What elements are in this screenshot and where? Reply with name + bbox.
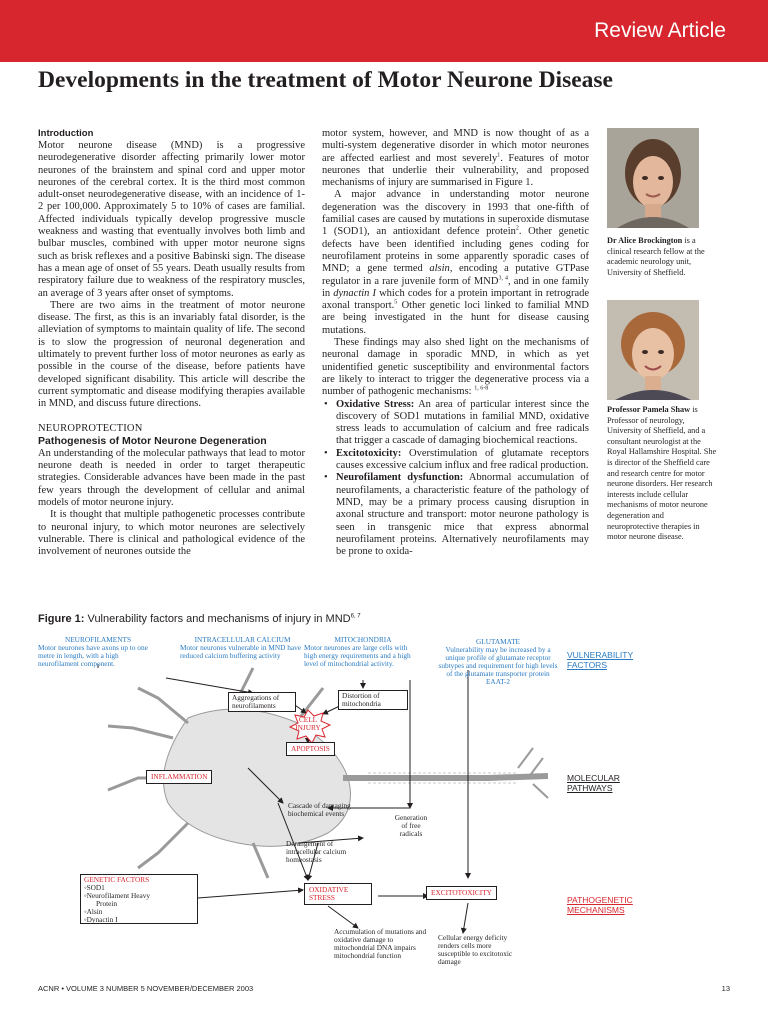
label-pathogenetic-mechanisms: PATHOGENETIC MECHANISMS [567,895,633,915]
factor-intracellular-calcium: INTRACELLULAR CALCIUM Motor neurones vulnerable in MND have reduced calcium buffering activity [180,635,301,660]
col2-paragraph-2: A major advance in understanding motor neurone degeneration was the discovery in 1993 that one-fifth of familial cases are caused by mutations in superoxide dismutase 1 (SOD1), an antioxidant defence protein$^2$. Other genetic defects have been identified including genes coding for neurofilament proteins in some apparently sporadic cases of MND; a gene termed alsin, encoding a putative GTPase regulator in a rare juvenile form of MND$^{3, 4}$, and in one family in dynactin I which codes for a protein important in retrograde axonal transport.$^5$ Other genetic loci linked to familial MND are being investigated in the hunt for disease causing mutations. [322,189,590,336]
pathogenesis-paragraph-1: An understanding of the molecular pathways that lead to motor neurone death is needed in order to target therapeutic strategies. Considerable advances have been made in the past few years through the development of cellular and animal models of motor neurone injury. [38,447,305,509]
col2-paragraph-3: These findings may also shed light on the mechanisms of neuronal damage in sporadic MND, in which as yet unidentified genetic susceptibility and environmental factors are likely to interact to trigger the degenerative process via a number of pathogenic mechanisms: $^{1, 6-8}$ [322,337,589,398]
section-banner [0,0,768,62]
box-oxidative-stress: OXIDATIVE STRESS [304,883,372,905]
factor-neurofilaments: NEUROFILAMENTS Motor neurones have axons up to one metre in length, with a high neurofilament component. [38,635,148,668]
author-caption-brockington: Dr Alice Brockington is a clinical research fellow at the academic neurology unit, University of Sheffield. [607,236,705,277]
article-title: Developments in the treatment of Motor Neurone Disease [38,67,613,93]
figure-graphics [38,628,732,978]
cell-injury-label: CELL INJURY [295,715,321,732]
author-caption-shaw: Professor Pamela Shaw is Professor of neurology, University of Sheffield, and a consultant neurologist at the Royal Hallamshire Hospital. She is director of the Sheffield care and research centre for motor neurone disorders. Her research interests include cellular mechanisms of motor neurone degeneration and neuroprotective therapies in motor neurone disease. [607,405,717,542]
pathogenesis-paragraph-2: It is thought that multiple pathogenetic processes contribute to neuronal injury, to which motor neurones are selectively vulnerable. There is clinical and pathological evidence of the involvement of neurones outside the [38,509,305,558]
col2-paragraph-1: motor system, however, and MND is now thought of as a multi-system degenerative disorder in which motor neurones are affected earliest and most severely$^1$. Features of motor neurones that underlie their vulnerability, and proposed mechanisms of injury are summarised in Figure 1. [322,128,589,189]
box-inflammation: INFLAMMATION [146,770,212,784]
box-apoptosis: APOPTOSIS [286,742,335,756]
label-derangement: Derangement of intracellular calcium homeostasis [286,839,347,864]
pathogenesis-heading: Pathogenesis of Motor Neurone Degeneration [38,434,267,447]
figure-caption: Figure 1: Vulnerability factors and mechanisms of injury in MND$^{6, 7}$ [38,613,361,625]
label-energy: Cellular energy deficity renders cells more susceptible to excitotoxic damage [438,933,513,966]
intro-heading: Introduction [38,128,94,139]
factor-mitochondria: MITOCHONDRIA Motor neurones are large cells with high energy requirements and a high level of mitochondrial activity. [304,635,411,668]
list-item: • Oxidative Stress: An area of particular interest since the discovery of SOD1 mutations in familial MND, oxidative stress leads to accumulation of calcium and free radicals that trigger a cascade of damaging biochemical reactions. [324,398,590,447]
mechanism-list [322,399,589,559]
figure-diagram [38,628,732,978]
list-item: • Neurofilament dysfunction: Abnormal accumulation of neurofilaments, a characteristic feature of the pathology of MND, may be a primary process causing disruption in axonal structure and transport: motor neurone pathology is seen in transgenic mice that express abnormal neurofilament proteins. Alternatively neurofilaments may be prone to oxida- [324,472,589,558]
box-aggregations: Aggregations of neurofilaments [228,692,296,712]
footer-journal: ACNR • VOLUME 3 NUMBER 5 NOVEMBER/DECEMBER 2003 [38,984,254,993]
box-distortion: Distortion of mitochondria [338,690,408,710]
footer-page-number: 13 [721,984,730,993]
factor-glutamate: GLUTAMATE Vulnerability may be increased by a unique profile of glutamate receptor subtypes and requirement for high levels of the glutamate transporter protein EAAT-2 [438,637,558,686]
section-label: Review Article [594,19,726,42]
list-item: • Excitotoxicity: Overstimulation of glutamate receptors causes excessive calcium influx and free radical production. [324,447,589,472]
neuroprotection-heading: NEUROPROTECTION [38,422,143,434]
box-excitotoxicity: EXCITOTOXICITY [426,886,497,900]
box-genetic-factors: GENETIC FACTORS ◦SOD1 ◦Neurofilament Heavy Protein ◦Alsin ◦Dynactin I [80,874,198,924]
label-accumulation: Accumulation of mutations and oxidative damage to mitochondrial DNA impairs mitochondrial function [334,927,427,960]
label-generation: Generation of free radicals [394,813,428,838]
label-vulnerability-factors: VULNERABILITY FACTORS [567,650,634,670]
column-1 [38,128,305,559]
label-molecular-pathways: MOLECULAR PATHWAYS [567,773,620,793]
intro-paragraph-2: There are two aims in the treatment of motor neurone disease. The first, as this is an invariably fatal disorder, is the alleviation of symptoms to maintain quality of life. The second is to slow the progression of neuronal degeneration and ultimately to prevent further loss of motor neurones as early as possible in the course of the disease, before patients have developed significant disability. This article will describe the current symptomatic and disease modifying therapies available in MND, and discuss future directions. [38,299,305,410]
intro-paragraph-1: Motor neurone disease (MND) is a progressive neurodegenerative disorder affecting primarily lower motor neurones of the brainstem and spinal cord and upper motor neurones of the cerebral cortex. It is the third most common adult-onset neurodegenerative disease, with an incidence of 1-2 per 100,000. Approximately 5 to 10% of cases are familial. Affected individuals typically develop progressive muscle weakness and wasting that eventually involves both limb and bulbar muscles, combined with upper motor neurone signs such as brisk reflexes and a positive Babinski sign. The disease has a mean age of onset of 55 years. Death usually results from respiratory failure due to weakness of the respiratory muscles, an average of 3 years after onset of symptoms. [38,140,305,299]
author-photo-brockington [607,128,699,228]
label-cascade: Cascade of damaging biochemical events [288,801,351,818]
column-2 [322,128,589,558]
author-photo-shaw [607,300,699,400]
